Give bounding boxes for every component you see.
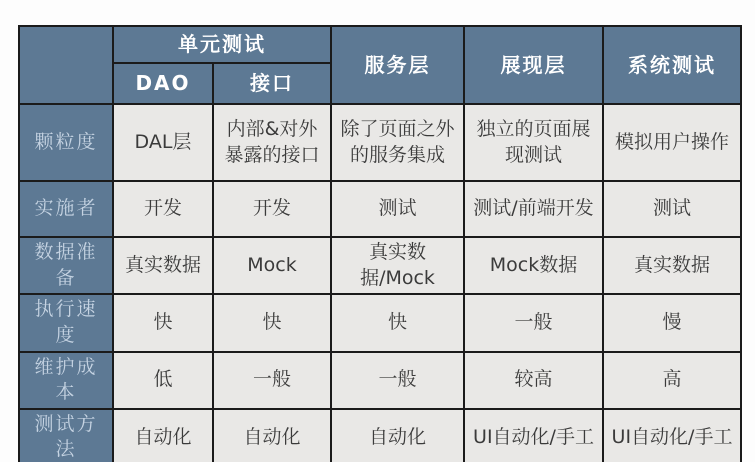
header-presentation-layer: 展现层 bbox=[464, 26, 603, 104]
row-label: 实施者 bbox=[19, 181, 113, 237]
table-cell: 自动化 bbox=[331, 409, 464, 462]
table-cell: 内部&对外暴露的接口 bbox=[213, 104, 331, 181]
table-cell: 高 bbox=[603, 352, 741, 409]
row-label: 数据准备 bbox=[19, 237, 113, 294]
table-cell: 真实数据 bbox=[113, 237, 213, 294]
table-cell: 自动化 bbox=[113, 409, 213, 462]
table-row-execution-speed bbox=[19, 294, 741, 351]
table-cell: DAL层 bbox=[113, 104, 213, 181]
header-dao: DAO bbox=[113, 63, 213, 104]
table-cell: 开发 bbox=[113, 181, 213, 237]
header-unit-test-group: 单元测试 bbox=[113, 26, 331, 63]
table-row-test-method bbox=[19, 409, 741, 462]
table-cell: 快 bbox=[331, 294, 464, 351]
row-label: 颗粒度 bbox=[19, 104, 113, 181]
table-cell: 一般 bbox=[213, 352, 331, 409]
table-cell: 一般 bbox=[464, 294, 603, 351]
header-service-layer: 服务层 bbox=[331, 26, 464, 104]
table-cell: 模拟用户操作 bbox=[603, 104, 741, 181]
table-cell: 测试 bbox=[603, 181, 741, 237]
table-cell: 真实数据/Mock bbox=[331, 237, 464, 294]
table-cell: 一般 bbox=[331, 352, 464, 409]
table-cell: 自动化 bbox=[213, 409, 331, 462]
comparison-table bbox=[18, 25, 742, 462]
table-row-maintenance-cost bbox=[19, 352, 741, 409]
table-cell: 快 bbox=[113, 294, 213, 351]
table-cell: 独立的页面展现测试 bbox=[464, 104, 603, 181]
table-cell: 慢 bbox=[603, 294, 741, 351]
table-cell: Mock数据 bbox=[464, 237, 603, 294]
table-cell: 低 bbox=[113, 352, 213, 409]
table-cell: UI自动化/手工 bbox=[464, 409, 603, 462]
table-cell: UI自动化/手工 bbox=[603, 409, 741, 462]
table-cell: 开发 bbox=[213, 181, 331, 237]
corner-cell bbox=[19, 26, 113, 104]
table-cell: Mock bbox=[213, 237, 331, 294]
header-system-test: 系统测试 bbox=[603, 26, 741, 104]
table-cell: 真实数据 bbox=[603, 237, 741, 294]
table-row-implementer bbox=[19, 181, 741, 237]
table-cell: 测试/前端开发 bbox=[464, 181, 603, 237]
table-row-data-preparation bbox=[19, 237, 741, 294]
table-cell: 较高 bbox=[464, 352, 603, 409]
table-cell: 除了页面之外的服务集成 bbox=[331, 104, 464, 181]
table-cell: 快 bbox=[213, 294, 331, 351]
row-label: 维护成本 bbox=[19, 352, 113, 409]
row-label: 执行速度 bbox=[19, 294, 113, 351]
table-row-granularity bbox=[19, 104, 741, 181]
table-cell: 测试 bbox=[331, 181, 464, 237]
row-label: 测试方法 bbox=[19, 409, 113, 462]
header-interface: 接口 bbox=[213, 63, 331, 104]
